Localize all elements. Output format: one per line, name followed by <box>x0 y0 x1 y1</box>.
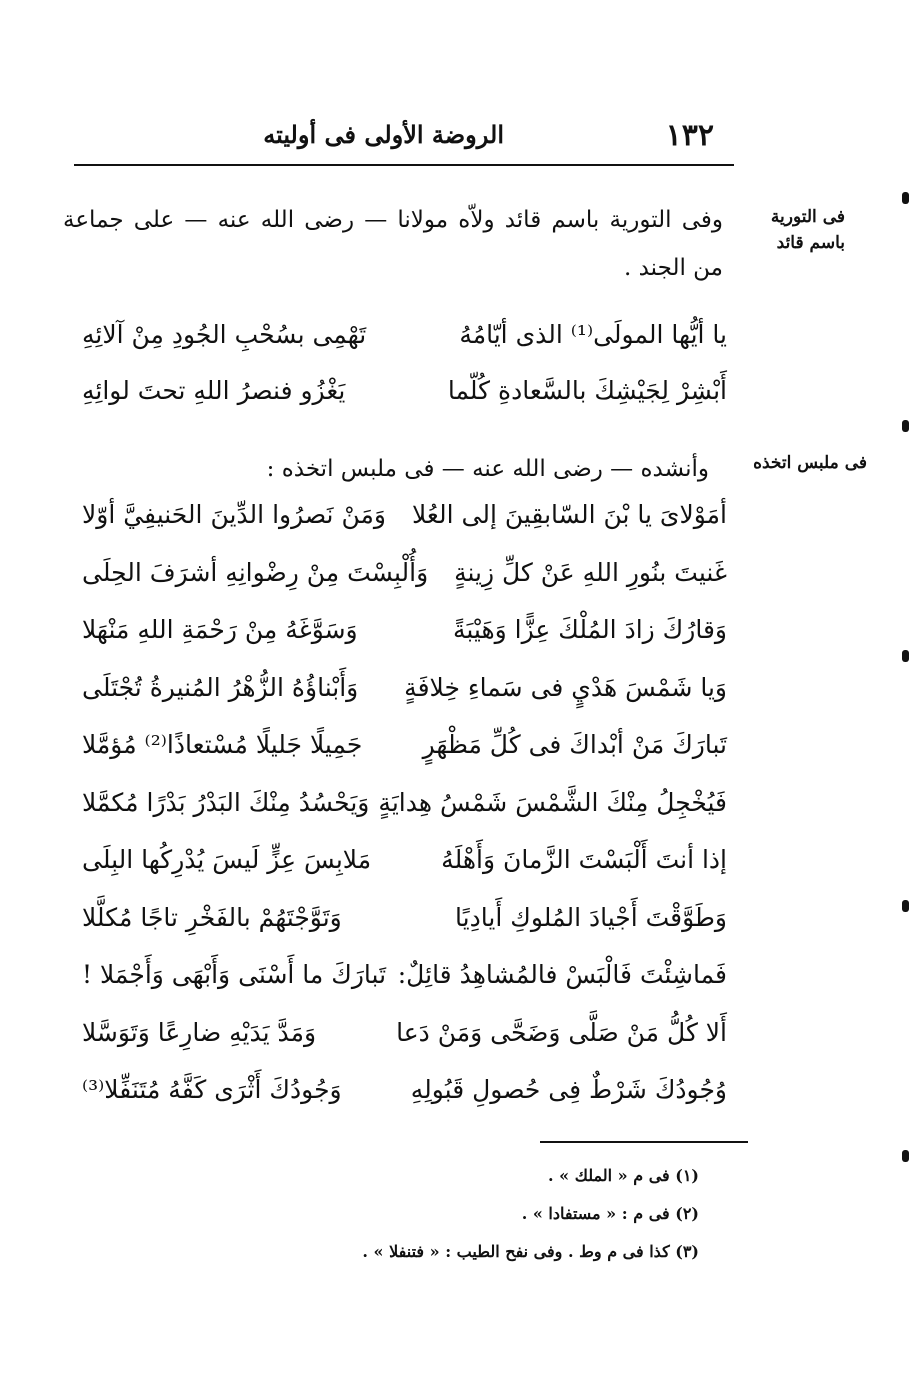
verse-line <box>82 730 727 774</box>
footnote-3: (٣) كذا فى م وط . وفى نفح الطيب : « فتنفلا » . <box>362 1242 699 1261</box>
verse-line <box>82 1018 727 1062</box>
verse-line <box>82 558 727 602</box>
verse-first-hemistich: أمَوْلاىَ يا بْنَ السّابقِينَ إلى العُلا <box>412 500 727 529</box>
verse-second-hemistich: يَغْزُو فنصرُ اللهِ تحتَ لوائِهِ <box>82 376 346 405</box>
verse-first-hemistich: تَبارَكَ مَنْ أبْداكَ فى كُلِّ مَظْهَرٍ <box>422 730 727 759</box>
verse-second-hemistich: وَسَوَّغَهُ مِنْ رَحْمَةِ اللهِ مَنْهَلا <box>82 615 358 644</box>
verse-line <box>82 788 727 832</box>
verse-first-hemistich: وَقارُكَ زادَ المُلْكَ عِزًّا وَهَيْبَةً <box>452 615 727 644</box>
margin-note-line: باسم قائد <box>776 233 845 253</box>
verse-second-hemistich: وَمَدَّ يَدَيْهِ ضارِعًا وَتَوَسَّلا <box>82 1017 317 1047</box>
scan-edge-mark <box>902 420 909 432</box>
verse-line <box>82 1075 727 1119</box>
verse-line <box>82 320 727 364</box>
scan-edge-mark <box>902 650 909 662</box>
verse-line <box>82 500 727 544</box>
verse-line <box>82 376 727 420</box>
verse-first-hemistich: غَنيتَ بنُورِ اللهِ عَنْ كلِّ زِينةٍ <box>454 557 727 587</box>
intro-paragraph-2: وأنشده — رضى الله عنه — فى ملبس اتخذه : <box>266 456 709 482</box>
verse-line <box>82 845 727 889</box>
verse-second-hemistich: وَجُودُكَ أَثْرَى كَفَّهُ مُتَنَفِّلا⁽³⁾ <box>82 1075 342 1104</box>
intro-paragraph-1: وفى التورية باسم قائد ولاّه مولانا — رضى الله عنه — على جماعة من الجند . <box>63 207 723 281</box>
verse-second-hemistich: وَأَبْناؤُهُ الزُّهْرُ المُنيرةُ تُجْتَلَى <box>82 672 359 702</box>
verse-first-hemistich: فَيُخْجِلُ مِنْكَ الشَّمْسَ شَمْسُ هِدايَةٍ <box>378 787 727 817</box>
verse-second-hemistich: تَبارَكَ ما أَسْنَى وَأَبْهَى وَأَجْمَلا ! <box>82 960 387 989</box>
scan-edge-mark <box>902 192 909 204</box>
verse-second-hemistich: وَيَحْسُدُ مِنْكَ البَدْرُ بَدْرًا مُكمَّلا <box>82 787 370 817</box>
verse-first-hemistich: أَبْشِرْ لِجَيْشِكَ بالسَّعادةِ كُلّما <box>447 376 727 405</box>
verse-first-hemistich: وَيا شَمْسَ هَدْيٍ فى سَماءِ خِلافَةٍ <box>404 672 727 702</box>
verse-line <box>82 673 727 717</box>
verse-second-hemistich: جَمِيلًا جَليلًا مُسْتعاذًا⁽²⁾ مُؤمَّلا <box>82 730 363 759</box>
verse-second-hemistich: تَهْمِى بسُحْبِ الجُودِ مِنْ آلائِهِ <box>82 320 367 349</box>
margin-note-tawriya <box>771 204 845 256</box>
header-divider <box>74 164 734 166</box>
verse-first-hemistich: إذا أنتَ أَلْبَسْتَ الزَّمانَ وَأَهْلَهُ <box>441 845 727 874</box>
running-title: الروضة الأولى فى أوليته <box>263 120 504 149</box>
verse-first-hemistich: أَلا كُلُّ مَنْ صَلَّى وَضَحَّى وَمَنْ دَعا <box>396 1017 727 1047</box>
verse-second-hemistich: وَتَوَّجْتَهُمْ بالفَخْرِ تاجًا مُكلَّلا <box>82 902 342 932</box>
verse-second-hemistich: وَأُلْبِسْتَ مِنْ رِضْوانِهِ أشرَفَ الحِلَى <box>82 557 429 587</box>
page-number: ١٣٢ <box>665 118 714 153</box>
footnote-1: (١) فى م « الملك » . <box>548 1166 699 1185</box>
margin-note-line: فى التورية <box>770 207 845 227</box>
verse-second-hemistich: مَلابِسَ عِزٍّ لَيسَ يُدْرِكُها البِلَى <box>82 845 372 874</box>
verse-first-hemistich: وَطَوَّقْتَ أَجْيادَ المُلوكِ أَيادِيًا <box>455 902 727 932</box>
verse-first-hemistich: وُجُودُكَ شَرْطٌ فِى حُصولِ قَبُولِهِ <box>410 1075 727 1104</box>
margin-note-garment: فى ملبس اتخذه <box>753 453 867 473</box>
verse-first-hemistich: فَماشِئْتَ فَالْبَسْ فالمُشاهِدُ قائِلٌ: <box>397 960 727 989</box>
verse-first-hemistich: يا أيُّها المولَى⁽¹⁾ الذى أيّامُهُ <box>459 320 727 349</box>
verse-second-hemistich: وَمَنْ نَصرُوا الدِّينَ الحَنيفِيَّ أوّلا <box>82 500 386 529</box>
page-header <box>76 118 714 162</box>
verse-line <box>82 903 727 947</box>
footnote-2: (٢) فى م : « مستفادا » . <box>521 1204 699 1223</box>
footnote-divider <box>540 1141 748 1143</box>
verse-line <box>82 615 727 659</box>
scan-edge-mark <box>902 1150 909 1162</box>
verse-line <box>82 960 727 1004</box>
scan-edge-mark <box>902 900 909 912</box>
